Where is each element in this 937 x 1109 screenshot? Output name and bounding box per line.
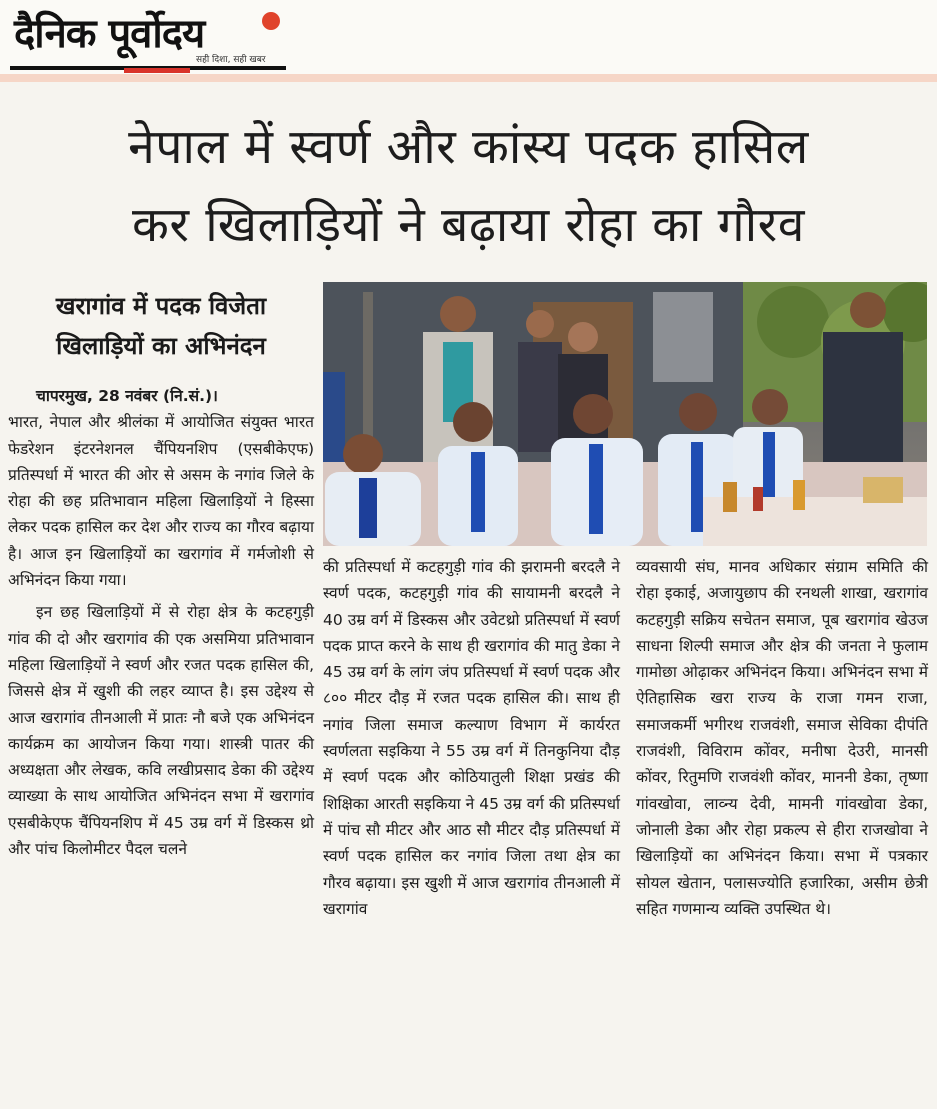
main-headline: [0, 108, 937, 264]
article-column-3: [636, 554, 928, 922]
subhead-line-2: खिलाड़ियों का अभिनंदन: [56, 332, 266, 360]
dateline: चापरमुख, 28 नवंबर (नि.सं.)।: [36, 387, 218, 405]
article-column-2: [323, 554, 620, 922]
paragraph-2: इन छह खिलाड़ियों में से रोहा क्षेत्र के कटहगुड़ी गांव की दो और खरागांव की एक असमिया प्रतिभावान महिला खिलाड़ियों ने स्वर्ण और रजत पदक हासिल की, जिससे क्षेत्र में खुशी की लहर व्याप्त है। इस उद्देश्य से आज खरागांव तीनआली में प्रातः नौ बजे एक अभिनंदन कार्यक्रम का आयोजन किया गया। शास्त्री पातर की अध्यक्षता और लेखक, कवि लखीप्रसाद डेका की उद्देश्य व्याख्या के साथ आयोजित अभिनंदन सभा में खरागांव एसबीकेएफ चैंपियनशिप में 45 उम्र वर्ग में डिस्कस थ्रो और पांच किलोमीटर पैदल चलने: [8, 603, 314, 859]
article-column-1: [8, 383, 314, 862]
logo-red-bar: [124, 68, 190, 73]
headline-line-2: कर खिलाड़ियों ने बढ़ाया रोहा का गौरव: [132, 197, 805, 253]
column-3-text: व्यवसायी संघ, मानव अधिकार संग्राम समिति की रोहा इकाई, अजायुछाप की रनथली शाखा, खरागांव कटहगुड़ी सक्रिय सचेतन समाज, पूब खरागांव खेउज साधना शिल्पी समाज और क्षेत्र की जनता ने फुलाम गामोछा ओढ़ाकर अभिनंदन किया। अभिनंदन सभा में ऐतिहासिक खरा राज्य के राजा गमन राजा, समाजकर्मी भगीरथ राजवंशी, समाज सेविका दीपंति राजवंशी, विविराम कोंवर, मनीषा देउरी, मानसी कोंवर, रितुमणि राजवंशी कोंवर, माननी डेका, तृष्णा गांवखोवा, लाव्न्य देवी, मामनी गांवखोवा डेका, जोनाली डेका और रोहा प्रकल्प से हीरा राजखोवा ने खिलाड़ियों का अभिनंदन किया। सभा में पत्रकार सोयल खेतान, पलासज्योति हजारिका, असीम छेत्री सहित गणमान्य व्यक्ति उपस्थित थे।: [636, 558, 928, 918]
subhead-line-1: खरागांव में पदक विजेता: [55, 292, 267, 320]
athletes-photo-illustration: [323, 282, 927, 546]
headline-line-1: नेपाल में स्वर्ण और कांस्य पदक हासिल: [128, 119, 809, 175]
newspaper-logo: दैनिक पूर्वोदय: [14, 11, 205, 57]
newspaper-tagline: सही दिशा, सही खबर: [196, 55, 266, 65]
logo-dot-icon: [262, 12, 280, 30]
sub-headline: [12, 286, 310, 366]
article-photo: [323, 282, 927, 546]
paragraph-1: भारत, नेपाल और श्रीलंका में आयोजित संयुक्त भारत फेडरेशन इंटरनेशनल चैंपियनशिप (एसबीकेएफ) प्रतिस्पर्धा में भारत की ओर से असम के नगांव जिले के रोहा की छह प्रतिभावान महिला खिलाड़ियों ने हिस्सा लेकर पदक हासिल कर देश और राज्य का गौरव बढ़ाया है। आज इन खिलाड़ियों का खरागांव में गर्मजोशी से अभिनंदन किया गया।: [8, 413, 314, 590]
column-2-text: की प्रतिस्पर्धा में कटहगुड़ी गांव की झरामनी बरदलै ने स्वर्ण पदक, कटहगुड़ी गांव की सायामनी बरदलै ने 40 उम्र वर्ग में डिस्कस और उवेटथ्रो प्रतिस्पर्धा में स्वर्ण पदक प्राप्त करने के साथ ही खरागांव की मातु डेका ने 45 उम्र वर्ग के लांग जंप प्रतिस्पर्धा में स्वर्ण पदक और ८०० मीटर दौड़ में रजत पदक हासिल की। साथ ही नगांव जिला समाज कल्याण विभाग में कार्यरत स्वर्णलता सइकिया ने 55 उम्र वर्ग में तिनकुनिया दौड़ में स्वर्ण पदक और कोठियातुली शिक्षा प्रखंड की शिक्षिका आरती सइकिया ने 45 उम्र वर्ग की प्रतिस्पर्धा में पांच सौ मीटर और आठ सौ मीटर दौड़ प्रतिस्पर्धा में स्वर्ण पदक हासिल कर नगांव जिला तथा क्षेत्र का गौरव बढ़ाया। इस खुशी में आज खरागांव तीनआली में खरागांव: [323, 558, 620, 918]
masthead: [0, 0, 937, 82]
header-divider: [0, 74, 937, 82]
